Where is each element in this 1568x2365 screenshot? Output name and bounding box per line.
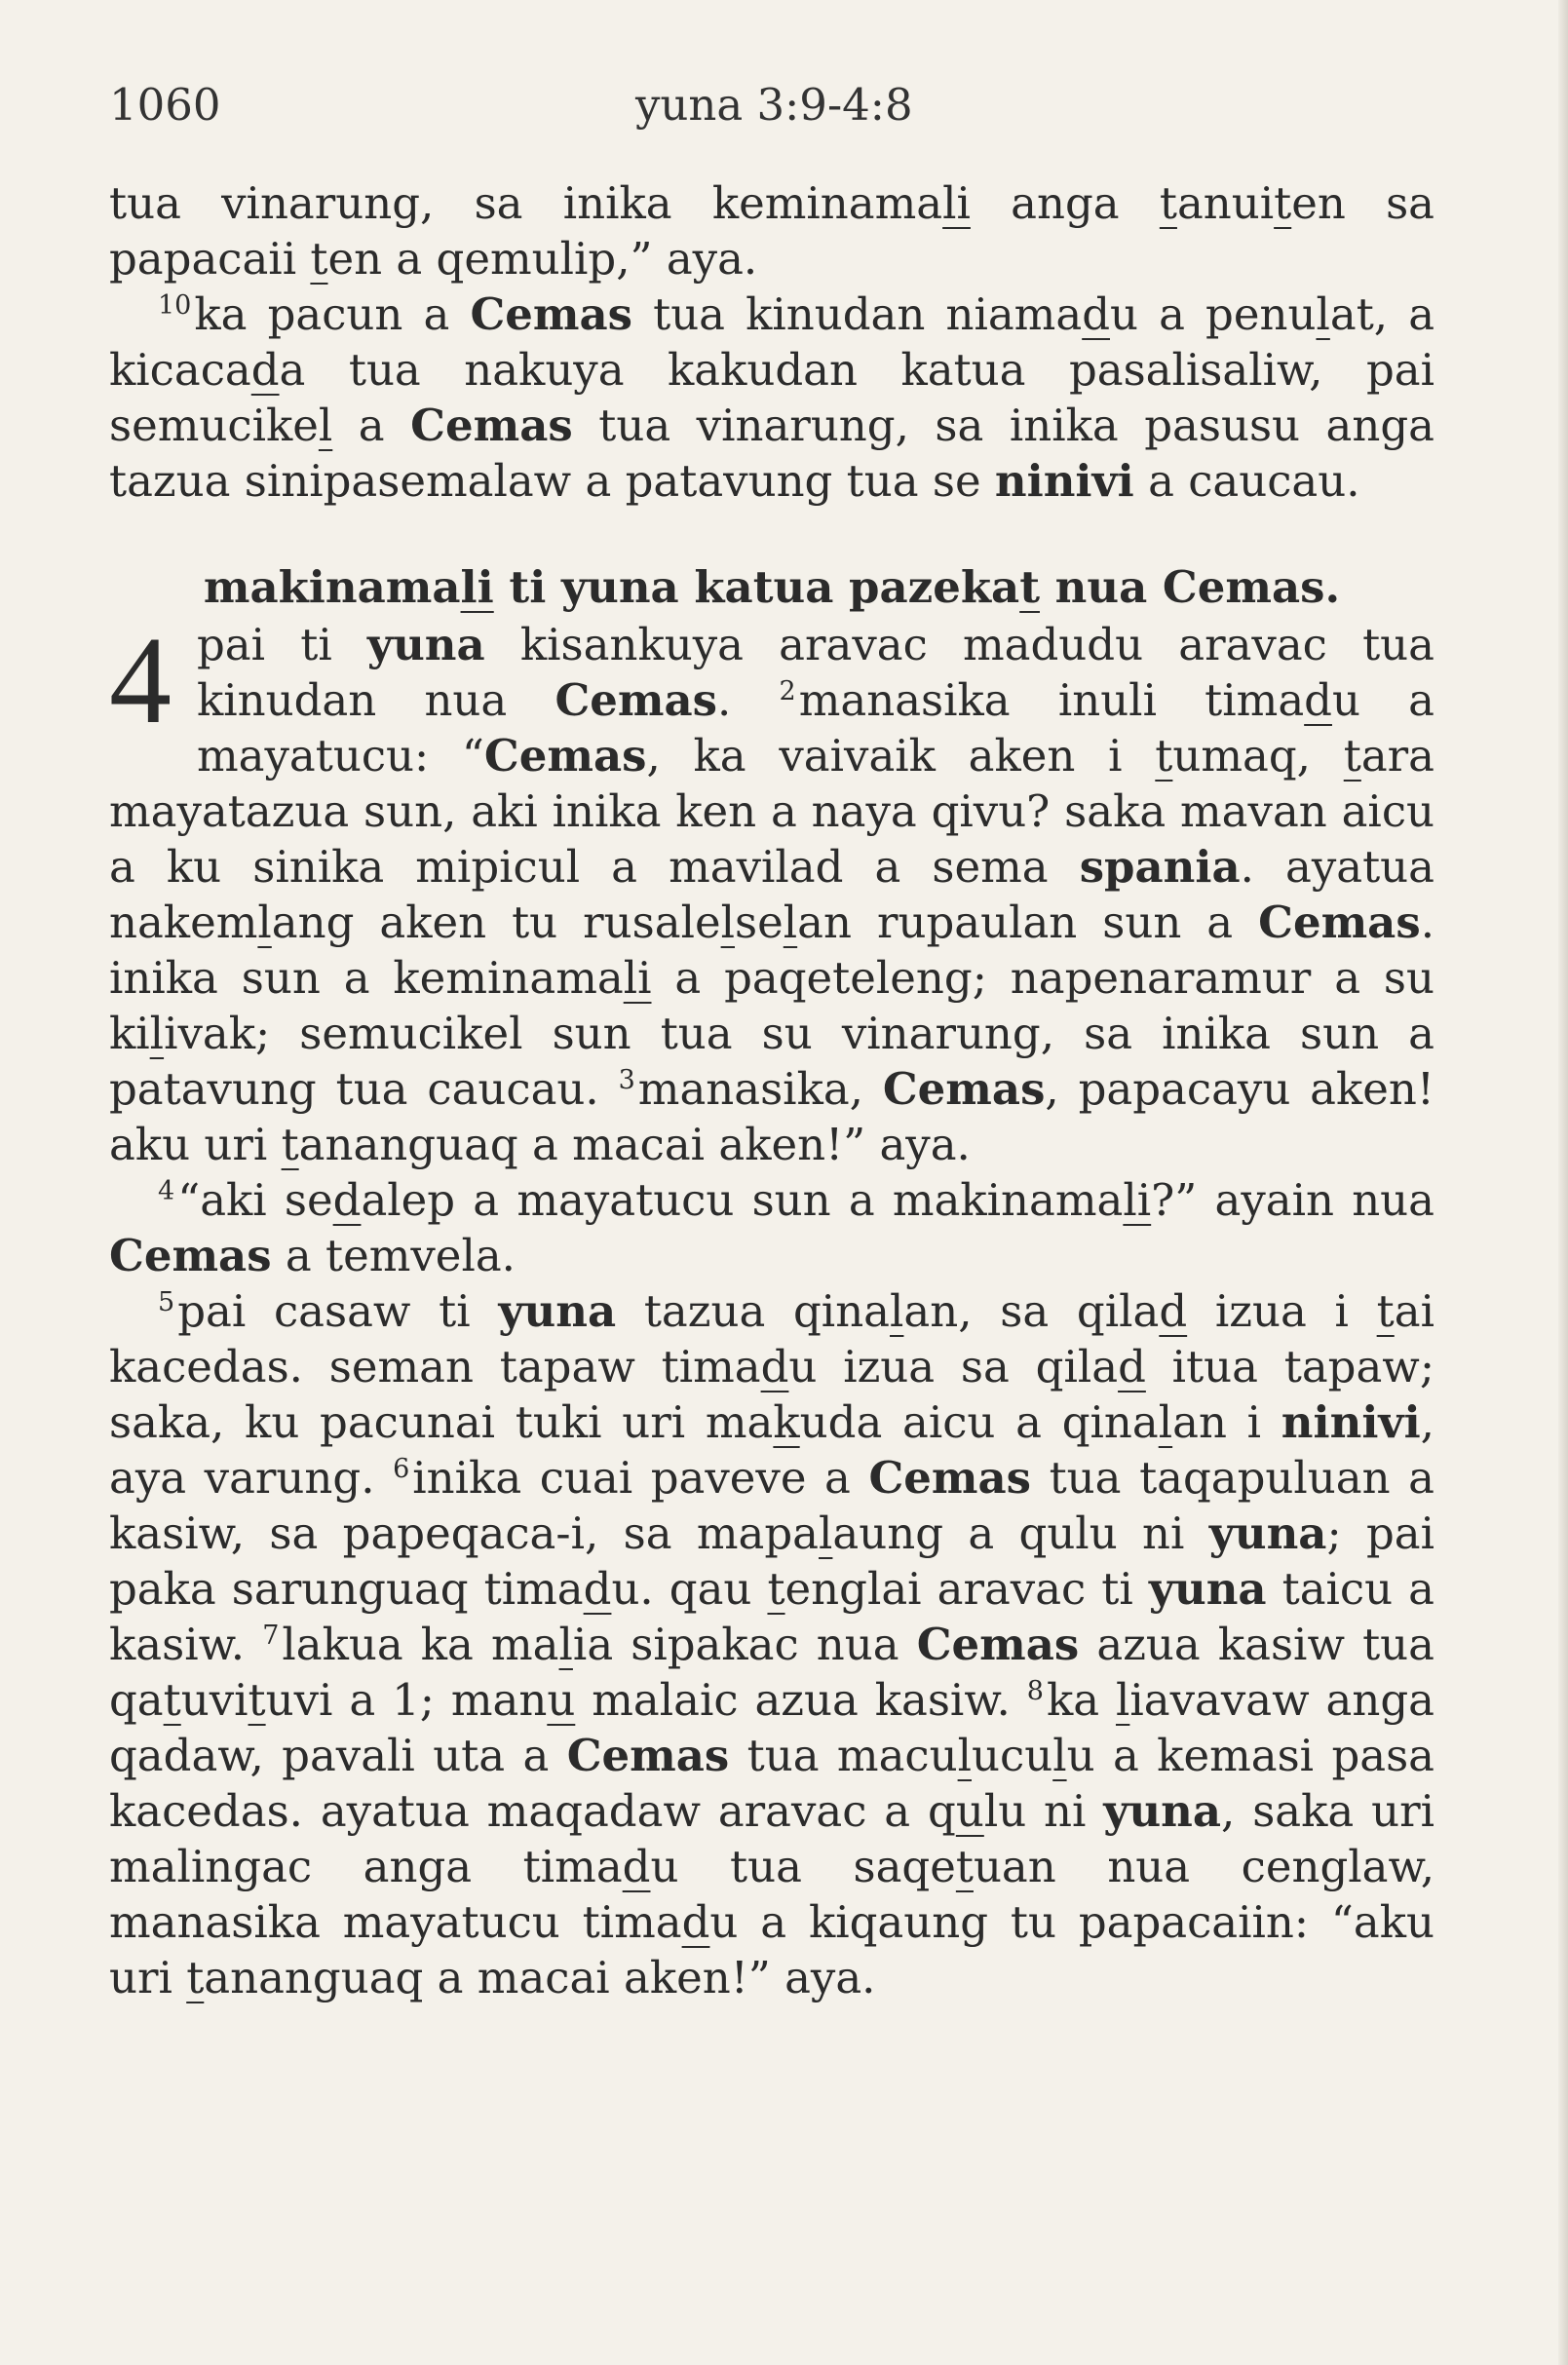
verse-number: 7 — [262, 1621, 280, 1651]
page-number: 1060 — [109, 79, 221, 131]
verse-number: 4 — [158, 1176, 175, 1206]
page-edge — [1558, 0, 1568, 2365]
verse-number: 6 — [393, 1454, 410, 1484]
body-text — [109, 175, 1434, 2005]
paragraph-chapter-4: 4 pai ti yuna kisankuya aravac madudu aravac tua kinudan nua Cemas. $^2$manasika inuli timadu a mayatucu: “Cemas, ka vaivaik aken i tumaq, tara mayatazua sun, aki inika ken a naya qivu? saka mavan aicu a ku sinika mipicul a mavilad a sema spania. ayatua nakemlang aken tu rusalelselan rupaulan sun a Cemas. inika sun a keminamali a paqeteleng; napenaramur a su kilivak; semucikel sun tua su vinarung, sa inika sun a patavung tua caucau. $^3$manasika, Cemas, papacayu aken! aku uri tananguaq a macai aken!” aya. — [109, 611, 1435, 1170]
verse-number: 10 — [158, 290, 192, 321]
paragraph-verse-9-end: tua vinarung, sa inika keminamali anga tanuiten sa papacaii ten a qemulip,” aya. — [109, 177, 1434, 285]
verse-number: 2 — [779, 676, 796, 706]
verse-number: 5 — [158, 1287, 175, 1317]
paragraph-verse-5: $^5$pai casaw ti yuna tazua qinalan, sa qilad izua i tai kacedas. seman tapaw timadu izua sa qilad itua tapaw; saka, ku pacunai tuki uri makuda aicu a qinalan i ninivi, aya varung. $^6$inika cuai paveve a Cemas tua taqapuluan a kasiw, sa papeqaca-i, sa mapalaung a qulu ni yuna; pai paka sarunguaq timadu. qau tenglai aravac ti yuna taicu a kasiw. $^7$lakua ka malia sipakac nua Cemas azua kasiw tua qatuvituvi a 1; manu malaic azua kasiw. $^8$ka liavavaw anga qadaw, pavali uta a Cemas tua maculuculu a kemasi pasa kacedas. ayatua maqadaw aravac a qulu ni yuna, saka uri malingac anga timadu tua saqetuan nua cenglaw, manasika mayatucu timadu a kiqaung tu papacaiin: “aku uri tananguaq a macai aken!” aya. — [109, 1285, 1435, 2003]
section-heading: makinamali ti yuna katua pazekat nua Cemas. — [203, 561, 1341, 613]
verse-number: 3 — [618, 1065, 635, 1095]
paragraph-verse-4: $^4$“aki sedalep a mayatucu sun a makinamali?” ayain nua Cemas a temvela. — [109, 1174, 1434, 1281]
chapter-number: 4 — [109, 611, 172, 749]
running-head: yuna 3:9-4:8 — [635, 79, 913, 131]
verse-number: 8 — [1026, 1676, 1044, 1706]
paragraph-verse-10: $^{10}$ka pacun a Cemas tua kinudan niamadu a penulat, a kicacada tua nakuya kakudan katua pasalisaliw, pai semucikel a Cemas tua vinarung, sa inika pasusu anga tazua sinipasemalaw a patavung tua se ninivi a caucau. — [109, 288, 1435, 507]
page-header — [109, 76, 1434, 134]
